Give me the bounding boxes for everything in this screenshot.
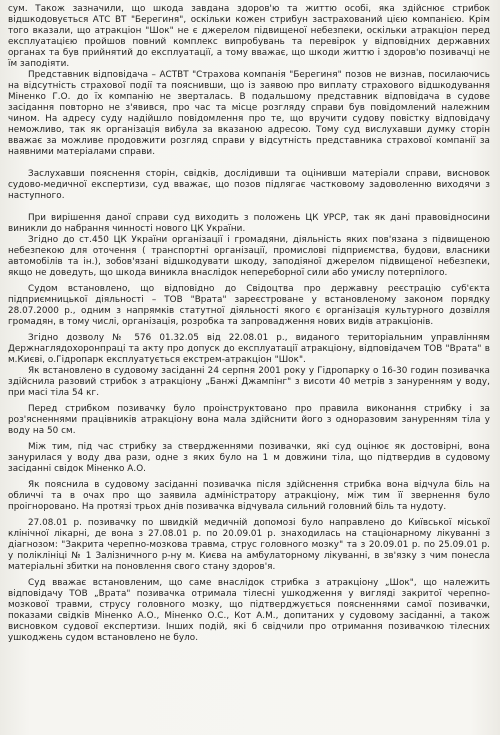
paragraph-8: Як встановлено в судовому засіданні 24 серпня 2001 року у Гідропарку о 16-30 годин позивачка здійснила разовий стрибок з атракціону „Банжі Джампінг" з висоти 40 метрів з зануренням у воду, при масі тіла 54 кг.: [8, 366, 490, 398]
paragraph-6: Судом встановлено, що відповідно до Свідоцтва про державну реєстрацію суб'єкта підприємницької діяльності – ТОВ "Врата" зареєстроване у встановленому законом порядку 28.07.2000 р., одним з напрямків статутної діяльності якого є організація культурного дозвілля громадян, в тому числі, організація, розробка та запровадження нових видів атракціонів.: [8, 284, 490, 327]
paragraph-13: Суд вважає встановленим, що саме внаслідок стрибка з атракціону „Шок", що належить відповідачу ТОВ „Врата" позивачка отримала тілесні ушкодження у вигляді закритої черепно-мозкової травми, струсу головного мозку, що підтверджується поясненнями самої позивачки, показами свідків Міненко А.О., Міненко О.С., Кот А.М., допитаних у судовому засіданні, а також висновком судової експертизи. Інших подій, які б свідчили про отримання позивачкою тілесних ушкоджень судом встановлено не було.: [8, 578, 490, 643]
paragraph-2: Представник відповідача – АСТВТ "Страхова компанія "Берегиня" позов не визнав, посилаючись на відсутність страхової події та пояснивши, що із заявою про виплату страхового відшкодування Міненко Г.О. до їх компанію не зверталась. В подальшому представник відповідача в судове засідання повторно не з'явився, про час та місце розгляду справи був повідомлений належним чином. На адресу суду надійшло повідомлення про те, що вручити судову повістку відповідачу неможливо, так як організація вибула за вказаною адресою. Тому суд вислухавши думку сторін вважає за можливе продовжити розгляд справи у відсутність представника страхової компанії за наявними матеріалами справи.: [8, 70, 490, 157]
paragraph-11: Як пояснила в судовому засіданні позивачка після здійснення стрибка вона відчула біль на обличчі та в очах про що заявила адміністратору атракціону, між тим її звернення було проігноровано. На протязі трьох днів позивачка відчувала сильний головний біль та нудоту.: [8, 480, 490, 512]
paragraph-3: Заслухавши пояснення сторін, свідків, дослідивши та оцінивши матеріали справи, висновок судово-медичної експертизи, суд вважає, що позов підлягає частковому задоволенню виходячи з наступного.: [8, 169, 490, 201]
paragraph-7: Згідно дозволу № 576 01.32.05 від 22.08.01 р., виданого територіальним управлінням Держнаглядохоронпраці та акту про допуск до експлуатації атракціону, відповідачем ТОВ "Врата" в м.Києві, о.Гідропарк експлуатується екстрем-атракціон "Шок".: [8, 333, 490, 365]
paragraph-9: Перед стрибком позивачку було проінструктовано про правила виконання стрибку і за роз'ясненнями працівників атракціону вона мала здійснити його з одноразовим зануренням тіла у воду на 50 см.: [8, 404, 490, 436]
paragraph-5: Згідно до ст.450 ЦК України організації і громадяни, діяльність яких пов'язана з підвищеною небезпекою для оточення ( транспортні організації, промислові підприємства, будови, власники автомобілів та ін.), зобов'язані відшкодувати шкоду, заподіяної джерелом підвищеної небезпеки, якщо не доведуть, що шкода виникла внаслідок непереборної сили або умислу потерпілого.: [8, 235, 490, 278]
paragraph-1: сум. Також зазначили, що шкода завдана здоров'ю та життю особі, яка здійснює стрибок відшкодовується АТС ВТ "Берегиня", оскільки кожен стрибун застрахований цією компанією. Крім того вказали, що атракціон "Шок" не є джерелом підвищеної небезпеки, оскільки атракціон перед експлуатацією пройшов повний комплекс випробувань та перевірок у відповідних державних органах та був прийнятий до експлуатації, а тому вважає, що шкоди життю і здоров'ю позивачці не їм заподіяти.: [8, 4, 490, 69]
paragraph-12: 27.08.01 р. позивачку по швидкій медичній допомозі було направлено до Київської міської клінічної лікарні, де вона з 27.08.01 р. по 20.09.01 р. знаходилась на стаціонарному лікуванні з діагнозом: "Закрита черепно-мозкова травма, струс головного мозку" та з 20.09.01 р. по 25.09.01 р. у поліклініці № 1 Залізничного р-ну м. Києва на амбулаторному лікуванні, в зв'язку з чим понесла матеріальні збитки на поновлення свого стану здоров'я.: [8, 518, 490, 572]
paragraph-4: При вирішення даної справи суд виходить з положень ЦК УРСР, так як дані правовідносини виникли до набрання чинності нового ЦК України.: [8, 213, 490, 234]
paragraph-10: Між тим, під час стрибку за ствердженнями позивачки, які суд оцінює як достовірні, вона занурилася у воду два рази, одне з яких було на 1 м довжини тіла, що підтвердив в судовому засіданні свідок Міненко А.О.: [8, 442, 490, 474]
